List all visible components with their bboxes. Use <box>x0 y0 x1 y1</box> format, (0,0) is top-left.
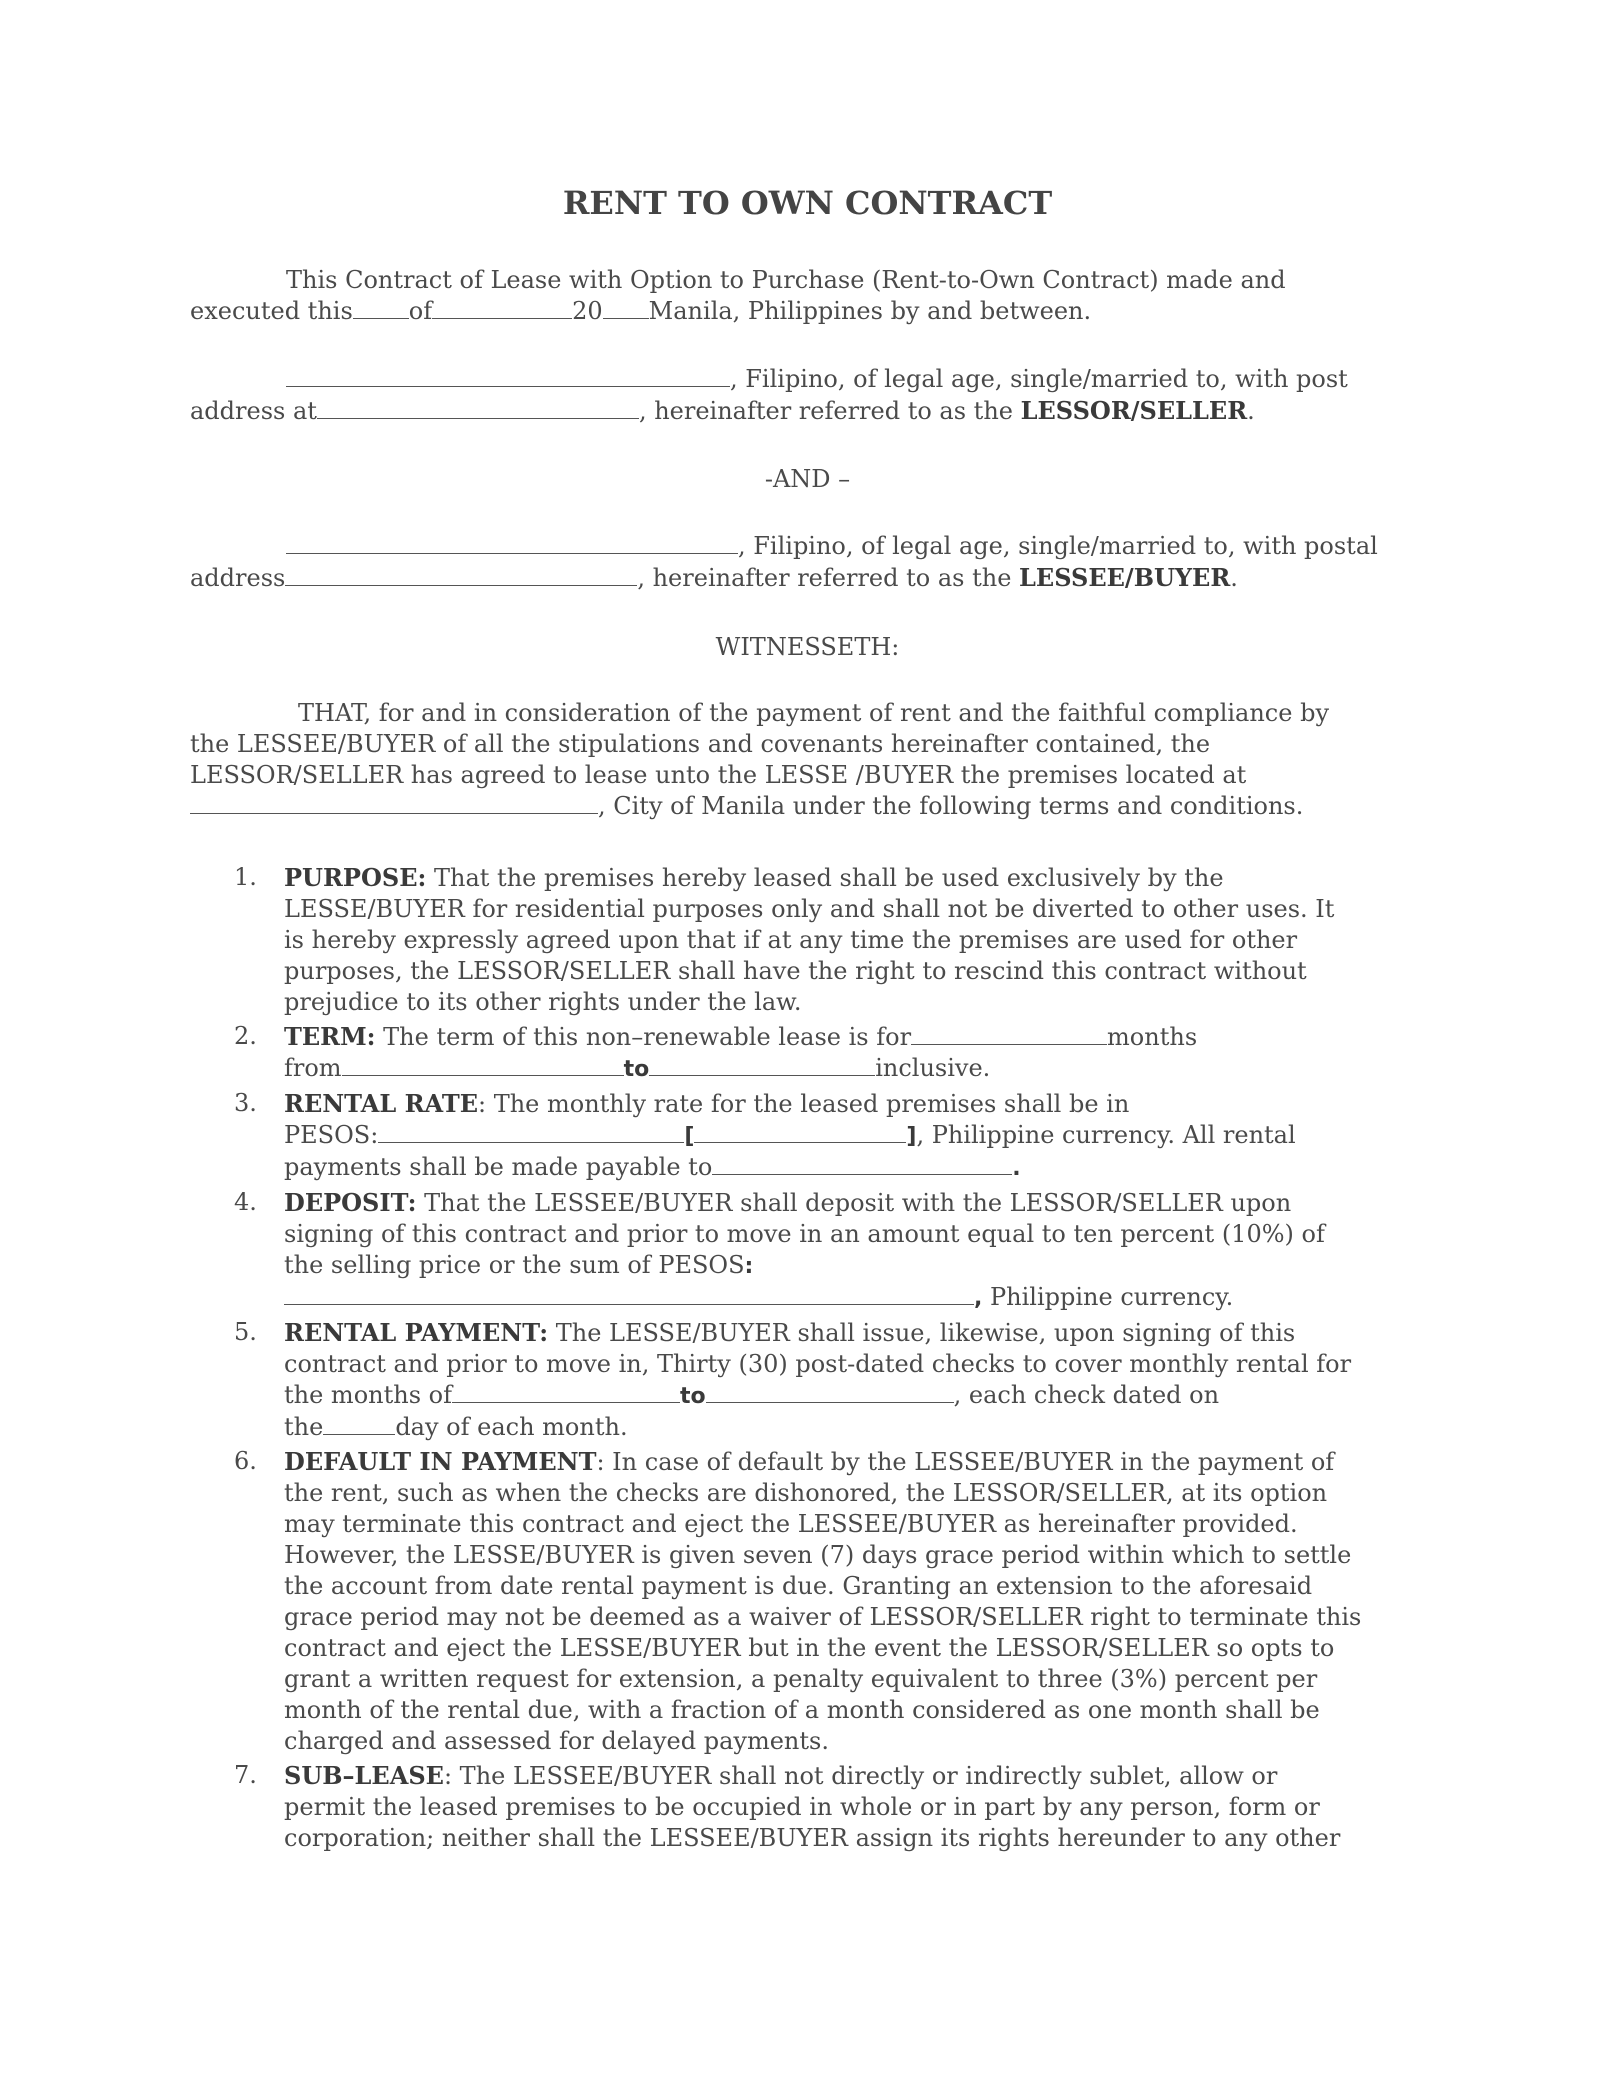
pesos-words-blank <box>378 1120 684 1143</box>
term-label: DEPOSIT: <box>284 1188 417 1217</box>
terms-list <box>190 862 1420 1857</box>
document-title: RENT TO OWN CONTRACT <box>562 184 1053 222</box>
pesos-figure-blank <box>694 1120 906 1143</box>
term-number: 4. <box>234 1188 257 1216</box>
term-to: to <box>623 1057 650 1082</box>
month-blank <box>432 296 572 319</box>
term-text: . <box>1012 1156 1021 1181</box>
lessor-paragraph <box>190 364 1415 427</box>
term-number: 5. <box>234 1318 257 1346</box>
lessor-text: , hereinafter referred to as the <box>638 397 1021 425</box>
intro-text: Manila, Philippines by and between. <box>648 297 1092 325</box>
term-text: the rent, such as when the checks are dishonored, the LESSOR/SELLER, at its option <box>284 1479 1328 1507</box>
lessor-role: LESSOR/SELLER <box>1020 396 1248 425</box>
term-label: DEFAULT IN PAYMENT <box>284 1447 597 1476</box>
consideration-paragraph <box>190 698 1415 822</box>
term-number: 3. <box>234 1089 257 1117</box>
term-text: payments shall be made payable to <box>284 1153 713 1181</box>
term-text: , <box>974 1286 983 1311</box>
witnesseth-heading: WITNESSETH: <box>715 633 900 661</box>
term-text: The LESSE/BUYER shall issue, likewise, upon signing of this <box>555 1319 1296 1347</box>
term-text: permit the leased premises to be occupied in whole or in part by any person, form or <box>284 1793 1320 1821</box>
term-text: charged and assessed for delayed payments. <box>284 1727 829 1755</box>
term-text: contract and eject the LESSE/BUYER but in the event the LESSOR/SELLER so opts to <box>284 1634 1335 1662</box>
term-text: months <box>1107 1023 1198 1051</box>
term-number: 7. <box>234 1761 257 1789</box>
lessor-name-blank <box>286 364 730 387</box>
term-text: Philippine currency. <box>982 1283 1234 1311</box>
from-date-blank <box>342 1053 624 1076</box>
term-text: from <box>284 1054 342 1082</box>
term-text: grant a written request for extension, a penalty equivalent to three (3%) percent per <box>284 1665 1318 1693</box>
months-blank <box>911 1022 1107 1045</box>
term-text: grace period may not be deemed as a waiver of LESSOR/SELLER right to terminate this <box>284 1603 1362 1631</box>
term-text: That the LESSEE/BUYER shall deposit with the LESSOR/SELLER upon <box>424 1189 1292 1217</box>
term-text: the months of <box>284 1381 452 1409</box>
payee-blank <box>712 1152 1012 1175</box>
to-month-blank <box>706 1380 954 1403</box>
lessee-address-blank <box>285 563 637 586</box>
intro-paragraph <box>190 265 1415 327</box>
intro-text: executed this <box>190 297 353 325</box>
term-default-in-payment <box>190 1446 1420 1757</box>
check-day-blank <box>323 1412 395 1435</box>
term-text: is hereby expressly agreed upon that if at any time the premises are used for other <box>284 926 1298 954</box>
deposit-amount-blank <box>284 1282 974 1305</box>
term-label: SUB–LEASE <box>284 1761 444 1790</box>
term-text: the account from date rental payment is due. Granting an extension to the aforesaid <box>284 1572 1313 1600</box>
premises-location-blank <box>190 791 598 814</box>
consideration-line: , City of Manila under the following terms and conditions. <box>598 792 1304 820</box>
term-label: PURPOSE: <box>284 863 427 892</box>
term-rental-rate <box>190 1088 1420 1184</box>
term-purpose <box>190 862 1420 1018</box>
term-term <box>190 1021 1420 1085</box>
term-text: : In case of default by the LESSEE/BUYER in the payment of <box>596 1448 1335 1476</box>
term-label: RENTAL RATE <box>284 1089 478 1118</box>
consideration-line: THAT, for and in consideration of the payment of rent and the faithful compliance by <box>298 699 1330 727</box>
from-month-blank <box>452 1380 680 1403</box>
lessee-text: , Filipino, of legal age, single/married to, with postal <box>738 532 1378 560</box>
intro-text: 20 <box>572 297 603 325</box>
term-text: contract and prior to move in, Thirty (30) post-dated checks to cover monthly rental for <box>284 1350 1352 1378</box>
year-blank <box>603 296 649 319</box>
term-label: TERM: <box>284 1022 376 1051</box>
intro-text: of <box>408 297 433 325</box>
term-text: day of each month. <box>395 1413 628 1441</box>
term-deposit <box>190 1187 1420 1314</box>
lessee-role: LESSEE/BUYER <box>1019 563 1231 592</box>
to-date-blank <box>649 1053 875 1076</box>
term-text: LESSE/BUYER for residential purposes only and shall not be diverted to other uses. It <box>284 895 1335 923</box>
lessee-text: , hereinafter referred to as the <box>637 564 1020 592</box>
and-separator: -AND – <box>764 465 851 493</box>
term-text: the selling price or the sum of PESOS <box>284 1251 745 1279</box>
term-text: signing of this contract and prior to move in an amount equal to ten percent (10%) of <box>284 1220 1325 1248</box>
term-text: , Philippine currency. All rental <box>916 1121 1296 1149</box>
term-text: : The monthly rate for the leased premises shall be in <box>477 1090 1130 1118</box>
lessee-paragraph <box>190 531 1415 594</box>
lessor-text: , Filipino, of legal age, single/married to, with post <box>730 365 1348 393</box>
term-text: month of the rental due, with a fraction of a month considered as one month shall be <box>284 1696 1320 1724</box>
term-label: RENTAL PAYMENT: <box>284 1318 549 1347</box>
term-text: That the premises hereby leased shall be used exclusively by the <box>434 864 1224 892</box>
lessee-text: . <box>1230 564 1238 592</box>
term-sub-lease <box>190 1760 1420 1854</box>
lessee-name-blank <box>286 531 738 554</box>
lessor-text: address at <box>190 397 317 425</box>
term-number: 1. <box>234 863 257 891</box>
term-number: 2. <box>234 1022 257 1050</box>
bracket: ] <box>906 1124 917 1149</box>
consideration-line: LESSOR/SELLER has agreed to lease unto the LESSE /BUYER the premises located at <box>190 761 1247 789</box>
consideration-line: the LESSEE/BUYER of all the stipulations and covenants hereinafter contained, the <box>190 730 1211 758</box>
term-text: may terminate this contract and eject the LESSEE/BUYER as hereinafter provided. <box>284 1510 1298 1538</box>
term-text: prejudice to its other rights under the law. <box>284 988 802 1016</box>
term-text: inclusive. <box>875 1054 991 1082</box>
term-number: 6. <box>234 1447 257 1475</box>
term-text: : <box>744 1254 754 1279</box>
term-to: to <box>679 1384 706 1409</box>
term-text: : The LESSEE/BUYER shall not directly or indirectly sublet, allow or <box>443 1762 1278 1790</box>
term-text: corporation; neither shall the LESSEE/BUYER assign its rights hereunder to any other <box>284 1824 1341 1852</box>
intro-line-1: This Contract of Lease with Option to Purchase (Rent-to-Own Contract) made and <box>286 266 1286 294</box>
day-blank <box>353 296 409 319</box>
term-text: the <box>284 1413 324 1441</box>
bracket: [ <box>684 1124 695 1149</box>
term-text: However, the LESSE/BUYER is given seven (7) days grace period within which to settle <box>284 1541 1352 1569</box>
lessor-address-blank <box>317 396 639 419</box>
term-rental-payment <box>190 1317 1420 1443</box>
term-text: purposes, the LESSOR/SELLER shall have the right to rescind this contract without <box>284 957 1307 985</box>
term-text: The term of this non–renewable lease is for <box>383 1023 912 1051</box>
lessee-text: address <box>190 564 286 592</box>
lessor-text: . <box>1247 397 1255 425</box>
term-text: , each check dated on <box>953 1381 1220 1409</box>
term-text: PESOS: <box>284 1121 379 1149</box>
